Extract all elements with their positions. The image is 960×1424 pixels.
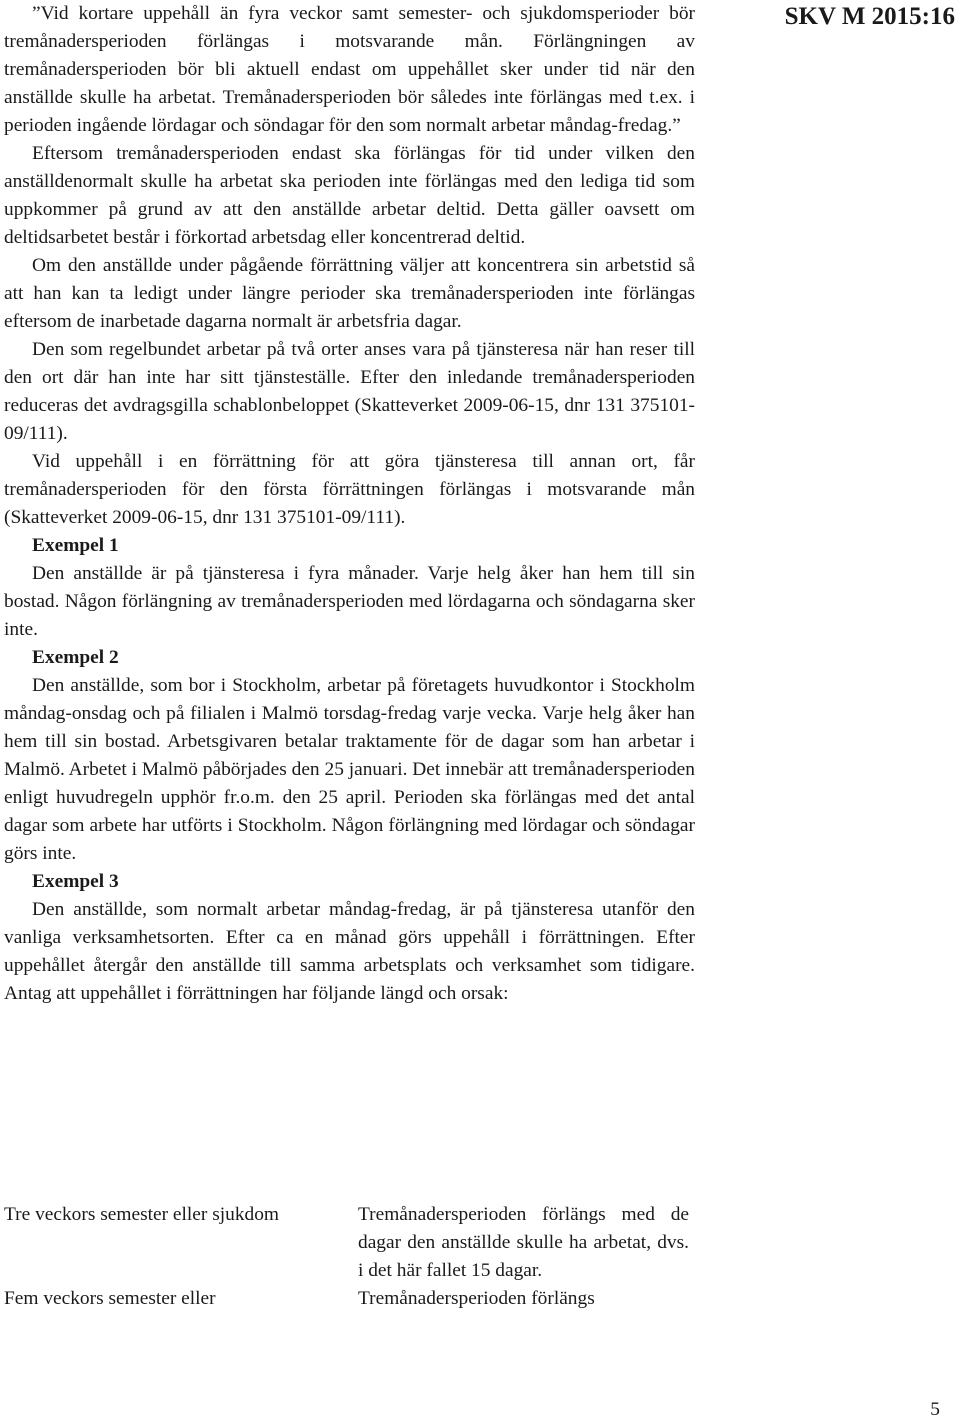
cases-table — [4, 1201, 689, 1313]
example-2-heading: Exempel 2 — [32, 647, 119, 668]
case-effect: Tremånadersperioden förlängs — [358, 1288, 595, 1309]
example-3-heading: Exempel 3 — [32, 871, 119, 892]
body-text — [4, 0, 695, 1008]
case-effect: Tremånadersperioden förlängs med de dagar den anställde skulle ha arbetat, dvs. i det här fallet 15 dagar. — [358, 1204, 689, 1281]
example-1-heading: Exempel 1 — [32, 535, 119, 556]
case-cause: Tre veckors semester eller sjukdom — [4, 1204, 280, 1225]
table-row — [4, 1201, 689, 1285]
example-3-text: Den anställde, som normalt arbetar måndag-fredag, är på tjänsteresa utanför den vanliga verksamhetsorten. Efter ca en månad görs uppehåll i förrättningen. Efter uppehållet återgår den anställde till samma arbetsplats och verksamhet som tidigare. Antag att uppehållet i förrättningen har följande längd och orsak: — [4, 899, 695, 1004]
quoted-paragraph: ”Vid kortare uppehåll än fyra veckor samt semester- och sjukdomsperioder bör tremånadersperioden förlängas i motsvarande mån. Förlängningen av tremånadersperioden bör bli aktuell endast om uppehållet sker under tid när den anställde skulle ha arbetat. Tremånadersperioden bör således inte förlängas med t.ex. i perioden ingående lördagar och söndagar för den som normalt arbetar måndag-fredag.” — [4, 3, 695, 136]
paragraph-uppehall: Vid uppehåll i en förrättning för att göra tjänsteresa till annan ort, får tremånadersperioden för den första förrättningen förlängas i motsvarande mån (Skatteverket 2009-06-15, dnr 131 375101-09/111). — [4, 451, 695, 528]
document-id: SKV M 2015:16 — [784, 3, 955, 30]
table-row — [4, 1285, 689, 1313]
paragraph-koncentrera: Om den anställde under pågående förrättning väljer att koncentrera sin arbetstid så att han kan ta ledigt under längre perioder ska tremånadersperioden inte förlängas eftersom de inarbetade dagarna normalt är arbetsfria dagar. — [4, 255, 695, 332]
paragraph-tva-orter: Den som regelbundet arbetar på två orter anses vara på tjänsteresa när han reser till den ort där han inte har sitt tjänsteställe. Efter den inledande tremånadersperioden reduceras det avdragsgilla schablonbeloppet (Skatteverket 2009-06-15, dnr 131 375101-09/111). — [4, 339, 695, 444]
case-cause: Fem veckors semester eller — [4, 1288, 216, 1309]
example-2-text: Den anställde, som bor i Stockholm, arbetar på företagets huvudkontor i Stockholm måndag-onsdag och på filialen i Malmö torsdag-fredag varje vecka. Varje helg åker han hem till sin bostad. Arbetsgivaren betalar traktamente för de dagar som han arbetar i Malmö. Arbetet i Malmö påbörjades den 25 januari. Det innebär att tremånadersperioden enligt huvudregeln upphör fr.o.m. den 25 april. Perioden ska förlängas med det antal dagar som arbete har utförts i Stockholm. Någon förlängning med lördagar och söndagar görs inte. — [4, 675, 695, 864]
example-1-text: Den anställde är på tjänsteresa i fyra månader. Varje helg åker han hem till sin bostad. Någon förlängning av tremånadersperioden med lördagarna och söndagarna sker inte. — [4, 563, 695, 640]
page-number: 5 — [930, 1399, 940, 1420]
paragraph-deltid: Eftersom tremånadersperioden endast ska förlängas för tid under vilken den anställdenormalt skulle ha arbetat ska perioden inte förlängas med den lediga tid som uppkommer på grund av att den anställde arbetar deltid. Detta gäller oavsett om deltidsarbetet består i förkortad arbetsdag eller koncentrerad deltid. — [4, 143, 695, 248]
